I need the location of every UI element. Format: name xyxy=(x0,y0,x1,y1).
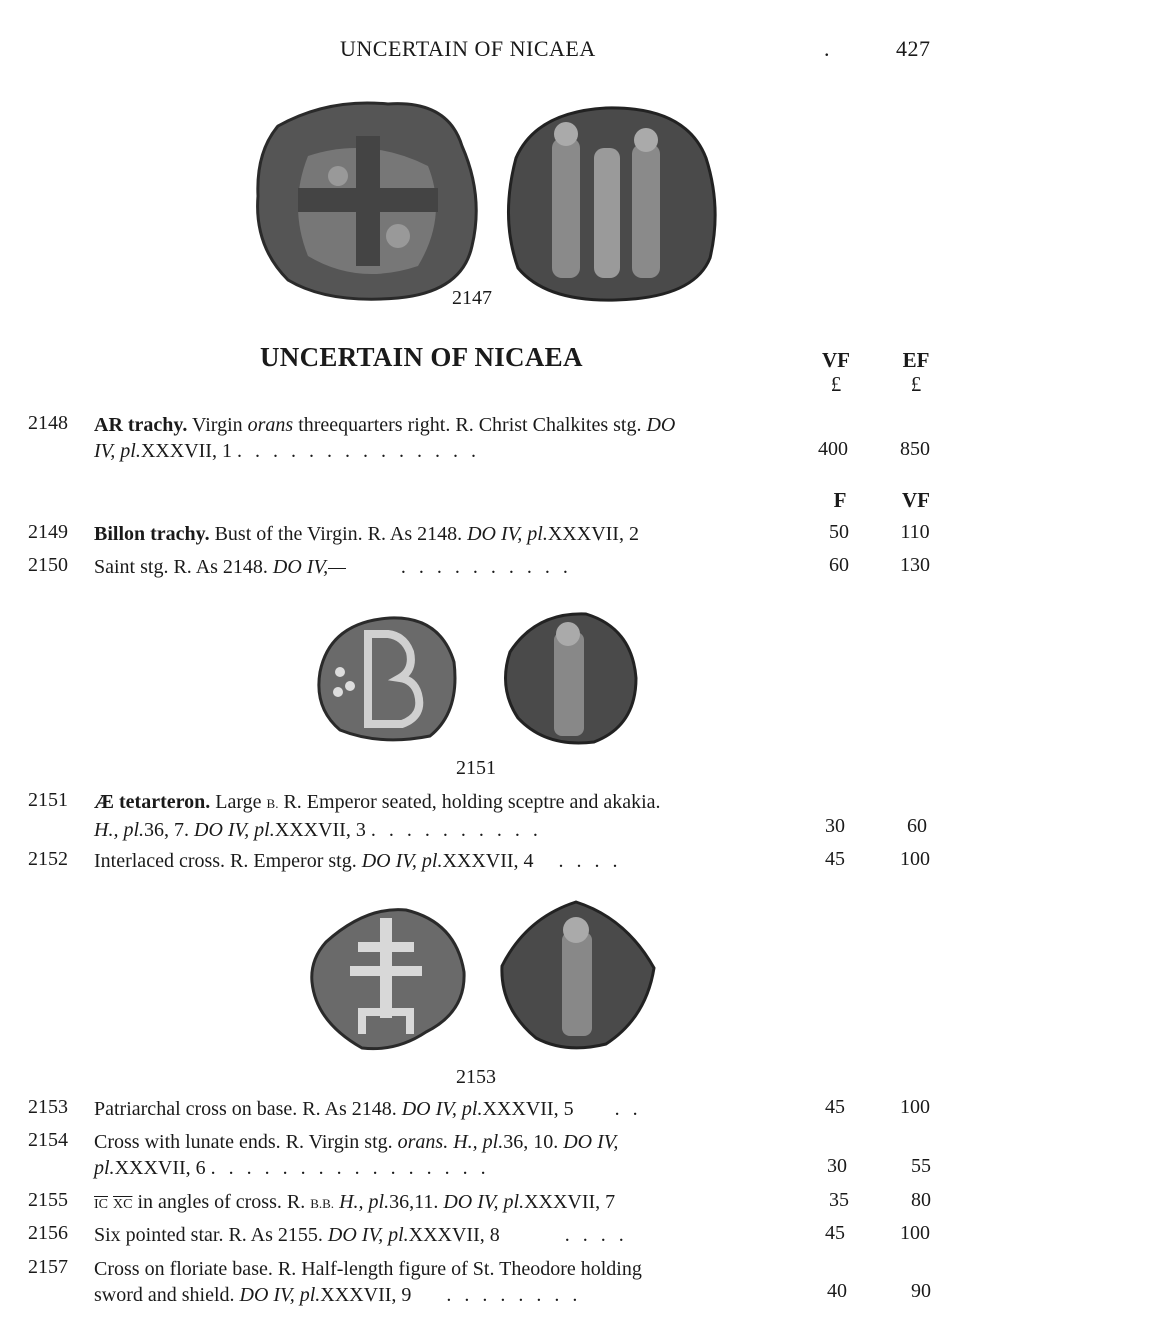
text: Cross on floriate base. R. Half-length figure of St. Theodore holding xyxy=(94,1258,642,1280)
column-head-vf-2: VF xyxy=(902,488,930,512)
text: Large xyxy=(215,791,262,813)
text: threequarters right. R. Christ Chalkites stg. xyxy=(298,414,642,436)
text: DO IV, pl. xyxy=(443,1191,525,1213)
entry-2148-description xyxy=(94,412,774,464)
price-2: 100 xyxy=(900,1096,930,1118)
leader-dots: . . . . xyxy=(558,850,622,872)
page-number: 427 xyxy=(896,36,931,61)
text: H., pl. xyxy=(339,1191,390,1213)
text: IV, pl. xyxy=(94,440,141,462)
text: DO IV, pl. xyxy=(194,819,275,841)
text: orans. xyxy=(397,1131,449,1153)
text: DO IV, xyxy=(563,1131,619,1153)
coin-2153-obverse-image xyxy=(306,902,468,1054)
text: B.B. xyxy=(310,1196,335,1211)
leader-dots: . . . . . . . . . . xyxy=(400,556,572,578)
text: XXXVII, 1 xyxy=(140,440,232,462)
coin-2147-obverse-image xyxy=(248,96,488,306)
column-head-f: F xyxy=(833,488,847,512)
price-2: 130 xyxy=(900,554,930,576)
entry-number: 2150 xyxy=(28,554,68,576)
entry-2157-description xyxy=(94,1256,774,1308)
entry-number: 2157 xyxy=(28,1256,68,1278)
price-2: 80 xyxy=(911,1189,931,1211)
text: H., pl. xyxy=(94,819,144,841)
text: DO IV, pl. xyxy=(401,1098,483,1120)
leader-dots: . . . . . . . . . . xyxy=(370,819,542,841)
entry-2150-description xyxy=(94,554,774,580)
text: Six pointed star. R. As 2155. xyxy=(94,1224,323,1246)
price-1: 400 xyxy=(818,438,848,460)
price-1: 30 xyxy=(827,1155,847,1177)
text: sword and shield. xyxy=(94,1284,235,1306)
plate-label-2147: 2147 xyxy=(452,287,492,309)
column-head-vf: VF xyxy=(822,348,850,372)
text: XXXVII, 8 xyxy=(408,1224,500,1246)
price-2: 90 xyxy=(911,1280,931,1302)
text: pl. xyxy=(94,1157,115,1179)
column-head-ef: EF xyxy=(902,348,930,372)
section-title: UNCERTAIN OF NICAEA xyxy=(260,342,583,372)
price-2: 100 xyxy=(900,1222,930,1244)
entry-number: 2156 xyxy=(28,1222,68,1244)
entry-2151-description xyxy=(94,789,774,843)
price-1: 45 xyxy=(825,1222,845,1244)
coin-2153-reverse-image xyxy=(496,898,660,1054)
text: Cross with lunate ends. R. Virgin stg. xyxy=(94,1131,393,1153)
running-title: UNCERTAIN OF NICAEA xyxy=(340,36,596,61)
coin-2151-obverse-image xyxy=(310,612,460,746)
text: Virgin xyxy=(191,414,243,436)
price-1: 30 xyxy=(825,815,845,837)
entry-number: 2153 xyxy=(28,1096,68,1118)
text: B. xyxy=(266,796,279,811)
leader-dots: . . . . xyxy=(564,1224,628,1246)
price-2: 110 xyxy=(900,521,930,543)
text: H., pl. xyxy=(453,1131,504,1153)
entry-number: 2149 xyxy=(28,521,68,543)
text: DO IV, pl. xyxy=(327,1224,409,1246)
column-currency-1: £ xyxy=(830,372,842,396)
monogram-xc: $\overline{XC}$ xyxy=(113,1197,133,1212)
column-currency-2: £ xyxy=(910,372,922,396)
text: DO IV, pl. xyxy=(361,850,443,872)
entry-number: 2148 xyxy=(28,412,68,434)
text: XXXVII, 6 xyxy=(114,1157,206,1179)
entry-2155-description xyxy=(94,1189,774,1218)
price-2: 100 xyxy=(900,848,930,870)
text: XXXVII, 4 xyxy=(442,850,534,872)
text: Patriarchal cross on base. R. As 2148. xyxy=(94,1098,397,1120)
price-1: 45 xyxy=(825,1096,845,1118)
price-1: 35 xyxy=(829,1189,849,1211)
plate-label-2153: 2153 xyxy=(456,1066,496,1088)
entry-2156-description xyxy=(94,1222,774,1248)
entry-2153-description xyxy=(94,1096,774,1122)
coin-2151-reverse-image xyxy=(496,608,640,748)
text: XXXVII, 7 xyxy=(524,1191,616,1213)
price-2: 55 xyxy=(911,1155,931,1177)
metal-label: Billon trachy. xyxy=(94,523,210,545)
leader-dots: . . . . . . . . . . . . . . . . xyxy=(210,1157,490,1179)
text: DO IV,— xyxy=(272,556,346,578)
monogram-ic: $\overline{IC}$ xyxy=(94,1197,108,1212)
metal-label: AR trachy. xyxy=(94,414,188,436)
coin-2147-reverse-image xyxy=(496,98,722,304)
entry-2149-description xyxy=(94,521,774,547)
text: orans xyxy=(247,414,294,436)
entry-2152-description xyxy=(94,848,774,874)
text: 36, 10. xyxy=(503,1131,559,1153)
entry-number: 2155 xyxy=(28,1189,68,1211)
text: Bust of the Virgin. R. As 2148. xyxy=(214,523,463,545)
entry-number: 2152 xyxy=(28,848,68,870)
text: in angles of cross. R. xyxy=(137,1191,306,1213)
text: DO xyxy=(646,414,676,436)
leader-dots: . . xyxy=(614,1098,642,1120)
price-1: 40 xyxy=(827,1280,847,1302)
text: XXXVII, 3 xyxy=(274,819,366,841)
leader-dots: . . . . . . . . . . . . . . xyxy=(236,440,480,462)
entry-2154-description xyxy=(94,1129,774,1181)
text: XXXVII, 2 xyxy=(547,523,639,545)
metal-label: Æ tetarteron. xyxy=(94,791,211,813)
price-1: 60 xyxy=(829,554,849,576)
text: Interlaced cross. R. Emperor stg. xyxy=(94,850,357,872)
price-1: 50 xyxy=(829,521,849,543)
entry-number: 2154 xyxy=(28,1129,68,1151)
text: XXXVII, 5 xyxy=(482,1098,574,1120)
plate-label-2151: 2151 xyxy=(456,757,496,779)
price-1: 45 xyxy=(825,848,845,870)
price-2: 60 xyxy=(907,815,927,837)
text: Saint stg. R. As 2148. xyxy=(94,556,268,578)
text: R. Emperor seated, holding sceptre and akakia. xyxy=(283,791,661,813)
leader-dots: . . . . . . . . xyxy=(446,1284,582,1306)
text: DO IV, pl. xyxy=(239,1284,321,1306)
price-2: 850 xyxy=(900,438,930,460)
entry-number: 2151 xyxy=(28,789,68,811)
text: XXXVII, 9 xyxy=(320,1284,412,1306)
text: DO IV, pl. xyxy=(467,523,548,545)
header-dot: . xyxy=(824,36,830,61)
text: 36,11. xyxy=(389,1191,439,1213)
text: 36, 7. xyxy=(144,819,189,841)
